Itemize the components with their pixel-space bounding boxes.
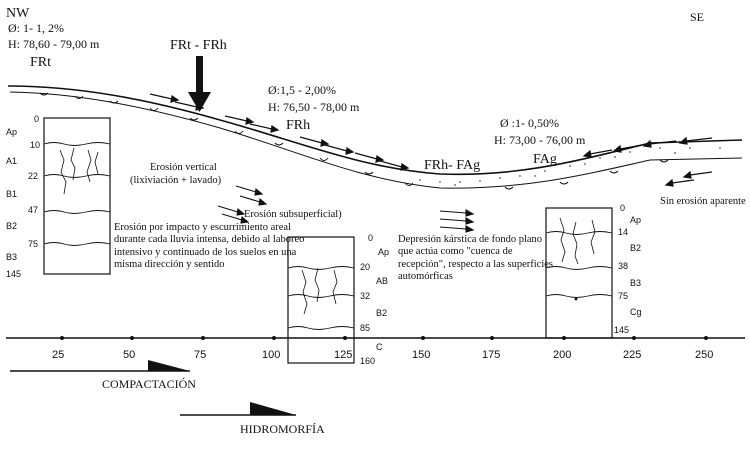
frh-label: FRh xyxy=(286,118,311,133)
fag-label: FAg xyxy=(533,152,557,167)
axis-tick: 25 xyxy=(52,349,65,361)
impact-erosion-text: Erosión por impacto y escurrimiento areal durante cada lluvia intensa, debido al laboreo intensivo y continuado de los suelos en una misma dirección y sentido xyxy=(114,222,305,271)
p2-horizon: B2 xyxy=(376,308,388,318)
p2-horizon: AB xyxy=(376,276,389,286)
fag-height: H: 73,00 - 76,00 m xyxy=(494,133,586,147)
orientation-se: SE xyxy=(690,10,705,24)
axis-tick: 125 xyxy=(334,349,353,361)
transition-frh-fag: FRh- FAg xyxy=(424,158,481,173)
p1-horizon: B3 xyxy=(6,252,18,262)
axis-tick: 225 xyxy=(623,349,642,361)
soil-profile-1 xyxy=(44,118,110,274)
compaction-wedge xyxy=(10,360,190,371)
frt-height: H: 78,60 - 79,00 m xyxy=(8,37,100,51)
p3-depth: 0 xyxy=(620,203,626,213)
p1-depth: 10 xyxy=(30,140,41,150)
p2-depth: 32 xyxy=(360,291,371,301)
p3-depth: 75 xyxy=(618,291,629,301)
p1-depth: 47 xyxy=(28,205,39,215)
compaction-label: COMPACTACIÓN xyxy=(102,377,196,391)
p2-depth: 0 xyxy=(368,233,374,243)
counter-arrows xyxy=(584,138,712,186)
vertical-erosion-title: Erosión vertical xyxy=(150,162,217,173)
p1-horizon: A1 xyxy=(6,156,18,166)
axis-tick: 100 xyxy=(262,349,281,361)
terrain-surface-line xyxy=(8,83,742,174)
transition-frt-frh: FRt - FRh xyxy=(170,38,227,53)
axis-tick: 150 xyxy=(412,349,431,361)
vertical-erosion-detail: (lixiviación + lavado) xyxy=(130,175,222,186)
frt-slope: Ø: 1- 1, 2% xyxy=(8,21,64,35)
frt-label: FRt xyxy=(30,55,52,70)
distance-axis xyxy=(6,336,745,340)
p2-depth: 20 xyxy=(360,262,371,272)
hydromorphy-label: HIDROMORFÍA xyxy=(240,422,325,436)
orientation-nw: NW xyxy=(6,6,30,21)
p2-horizon: Ap xyxy=(378,247,390,257)
subsurface-erosion-label: Erosión subsuperficial) xyxy=(244,209,342,220)
fag-slope: Ø :1- 0,50% xyxy=(500,116,559,130)
p2-horizon: C xyxy=(376,342,383,352)
transition-arrow xyxy=(188,56,211,112)
karst-depression-text: Depresión kárstica de fondo plano que actúa como "cuenca de recepción", respecto a las superficies automórficas xyxy=(398,234,554,283)
terrain-lower-line xyxy=(10,92,742,188)
p1-horizon: B1 xyxy=(6,189,18,199)
no-erosion-label: Sin erosión aparente xyxy=(660,196,746,207)
p1-horizon: B2 xyxy=(6,221,18,231)
axis-tick: 200 xyxy=(553,349,572,361)
p3-depth: 38 xyxy=(618,261,629,271)
p3-horizon: B3 xyxy=(630,278,642,288)
axis-tick: 75 xyxy=(194,349,207,361)
p3-depth: 145 xyxy=(614,325,630,335)
axis-tick: 250 xyxy=(695,349,714,361)
p1-depth: 0 xyxy=(34,114,40,124)
p3-horizon: Cg xyxy=(630,307,642,317)
hydromorphy-wedge xyxy=(180,402,296,415)
p3-depth: 14 xyxy=(618,227,629,237)
p1-depth: 75 xyxy=(28,239,39,249)
p2-depth: 160 xyxy=(360,356,376,366)
p1-depth: 22 xyxy=(28,171,39,181)
p2-depth: 85 xyxy=(360,323,371,333)
p1-depth: 145 xyxy=(6,269,22,279)
frh-slope: Ø:1,5 - 2,00% xyxy=(268,83,336,97)
p3-horizon: B2 xyxy=(630,243,642,253)
p1-horizon: Ap xyxy=(6,127,18,137)
axis-tick: 50 xyxy=(123,349,136,361)
frh-height: H: 76,50 - 78,00 m xyxy=(268,100,360,114)
p3-horizon: Ap xyxy=(630,215,642,225)
axis-tick: 175 xyxy=(482,349,501,361)
